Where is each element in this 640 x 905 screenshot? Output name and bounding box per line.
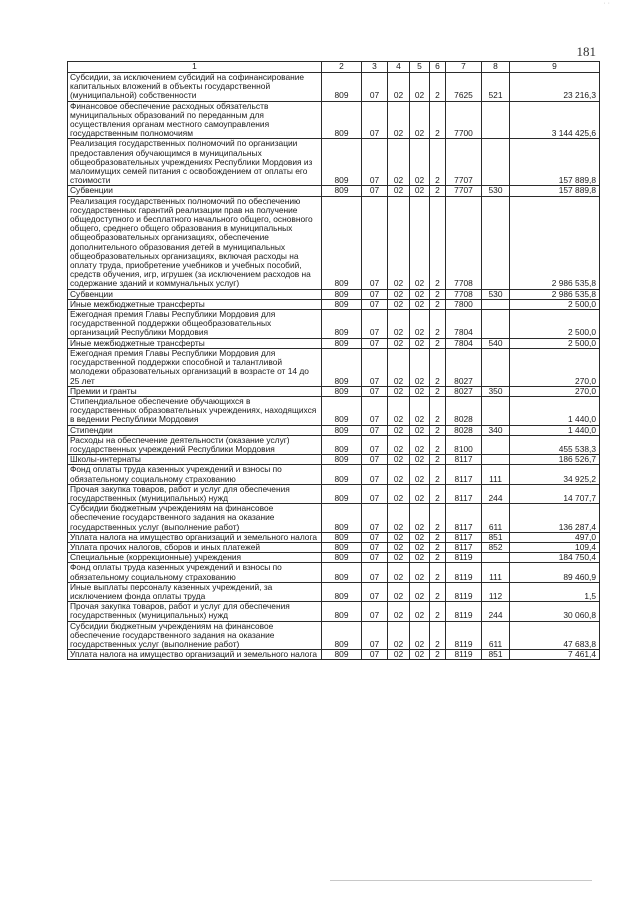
table-row xyxy=(68,196,600,289)
code-target: 8027 xyxy=(446,348,482,386)
header-col-4: 4 xyxy=(388,62,410,73)
row-name: Реализация государственных полномочий по обеспечению государственных гарантий реализации прав на получение общедоступного и бесплатного начального общего, основного общего, среднего общего образования в муниципальных общеобразовательных организациях, обеспечение дополнительного образования детей в муниципальных общеобразовательных организациях, включая расходы на оплату труда, приобретение учебников и учебных пособий, средств обучения, игр, игрушек (за исключением расходов на содержание зданий и коммунальных услуг) xyxy=(68,196,322,289)
header-col-3: 3 xyxy=(362,62,388,73)
row-name: Прочая закупка товаров, работ и услуг для обеспечения государственных (муниципальных) нужд xyxy=(68,602,322,621)
code-target: 8119 xyxy=(446,602,482,621)
code-subsection: 02 xyxy=(388,563,410,582)
row-name: Стипендии xyxy=(68,425,322,435)
table-row xyxy=(68,455,600,465)
code-expense-type: 112 xyxy=(482,582,510,601)
table-row xyxy=(68,289,600,299)
code-subsection: 02 xyxy=(388,196,410,289)
code-subprogram: 2 xyxy=(430,196,446,289)
row-name: Фонд оплаты труда казенных учреждений и взносы по обязательному социальному страхованию xyxy=(68,563,322,582)
code-subsection: 02 xyxy=(388,186,410,196)
table-row xyxy=(68,299,600,309)
code-ministry: 809 xyxy=(322,542,362,552)
code-section: 07 xyxy=(362,186,388,196)
row-name: Расходы на обеспечение деятельности (оказание услуг) государственных учреждений Республики Мордовия xyxy=(68,435,322,454)
code-section: 07 xyxy=(362,386,388,396)
row-amount: 1,5 xyxy=(510,582,600,601)
row-amount: 1 440,0 xyxy=(510,396,600,425)
row-amount: 157 889,8 xyxy=(510,186,600,196)
table-body xyxy=(68,73,600,660)
code-subsection: 02 xyxy=(388,139,410,186)
code-expense-type: 530 xyxy=(482,289,510,299)
code-program: 02 xyxy=(410,504,430,533)
code-ministry: 809 xyxy=(322,532,362,542)
table-row xyxy=(68,553,600,563)
code-expense-type xyxy=(482,196,510,289)
code-ministry: 809 xyxy=(322,310,362,339)
code-section: 07 xyxy=(362,504,388,533)
row-name: Финансовое обеспечение расходных обязательств муниципальных образований по переданным для осуществления органам местного самоуправления государственным полномочиям xyxy=(68,101,322,139)
code-ministry: 809 xyxy=(322,101,362,139)
table-row xyxy=(68,602,600,621)
code-ministry: 809 xyxy=(322,621,362,650)
code-ministry: 809 xyxy=(322,553,362,563)
code-subprogram: 2 xyxy=(430,465,446,484)
row-amount: 2 986 535,8 xyxy=(510,196,600,289)
row-name: Иные выплаты персоналу казенных учреждений, за исключением фонда оплаты труда xyxy=(68,582,322,601)
code-section: 07 xyxy=(362,532,388,542)
row-name: Стипендиальное обеспечение обучающихся в государственных образовательных учреждениях, находящихся в ведении Республики Мордовия xyxy=(68,396,322,425)
row-name: Ежегодная премия Главы Республики Мордовия для государственной поддержки общеобразовательных организаций Республики Мордовия xyxy=(68,310,322,339)
code-program: 02 xyxy=(410,621,430,650)
code-section: 07 xyxy=(362,338,388,348)
code-subprogram: 2 xyxy=(430,621,446,650)
code-section: 07 xyxy=(362,396,388,425)
code-ministry: 809 xyxy=(322,299,362,309)
row-amount: 3 144 425,6 xyxy=(510,101,600,139)
code-subprogram: 2 xyxy=(430,563,446,582)
row-name: Иные межбюджетные трансферты xyxy=(68,299,322,309)
code-subprogram: 2 xyxy=(430,484,446,503)
code-section: 07 xyxy=(362,563,388,582)
code-ministry: 809 xyxy=(322,484,362,503)
table-row xyxy=(68,465,600,484)
table-header xyxy=(68,62,600,73)
code-section: 07 xyxy=(362,650,388,660)
code-expense-type xyxy=(482,348,510,386)
table-row xyxy=(68,650,600,660)
code-target: 8117 xyxy=(446,542,482,552)
code-target: 8117 xyxy=(446,504,482,533)
code-ministry: 809 xyxy=(322,435,362,454)
code-program: 02 xyxy=(410,455,430,465)
code-program: 02 xyxy=(410,396,430,425)
code-expense-type: 851 xyxy=(482,532,510,542)
table-row xyxy=(68,542,600,552)
code-program: 02 xyxy=(410,425,430,435)
code-expense-type xyxy=(482,299,510,309)
code-subsection: 02 xyxy=(388,532,410,542)
row-amount: 186 526,7 xyxy=(510,455,600,465)
code-subsection: 02 xyxy=(388,455,410,465)
table-row xyxy=(68,563,600,582)
table-row xyxy=(68,621,600,650)
code-program: 02 xyxy=(410,650,430,660)
code-subsection: 02 xyxy=(388,310,410,339)
code-expense-type: 350 xyxy=(482,386,510,396)
row-name: Специальные (коррекционные) учреждения xyxy=(68,553,322,563)
code-subprogram: 2 xyxy=(430,310,446,339)
row-name: Уплата прочих налогов, сборов и иных платежей xyxy=(68,542,322,552)
row-name: Уплата налога на имущество организаций и земельного налога xyxy=(68,532,322,542)
row-amount: 2 986 535,8 xyxy=(510,289,600,299)
row-amount: 1 440,0 xyxy=(510,425,600,435)
code-subprogram: 2 xyxy=(430,299,446,309)
row-amount: 89 460,9 xyxy=(510,563,600,582)
code-subprogram: 2 xyxy=(430,582,446,601)
code-subsection: 02 xyxy=(388,582,410,601)
code-subsection: 02 xyxy=(388,650,410,660)
code-subprogram: 2 xyxy=(430,504,446,533)
row-amount: 2 500,0 xyxy=(510,310,600,339)
code-program: 02 xyxy=(410,582,430,601)
code-subprogram: 2 xyxy=(430,186,446,196)
row-amount: 270,0 xyxy=(510,348,600,386)
code-ministry: 809 xyxy=(322,465,362,484)
code-expense-type xyxy=(482,455,510,465)
table-row xyxy=(68,484,600,503)
code-expense-type: 852 xyxy=(482,542,510,552)
code-ministry: 809 xyxy=(322,386,362,396)
code-subsection: 02 xyxy=(388,289,410,299)
table-row xyxy=(68,139,600,186)
code-subprogram: 2 xyxy=(430,650,446,660)
code-subprogram: 2 xyxy=(430,348,446,386)
row-amount: 47 683,8 xyxy=(510,621,600,650)
code-expense-type xyxy=(482,139,510,186)
row-name: Школы-интернаты xyxy=(68,455,322,465)
code-ministry: 809 xyxy=(322,186,362,196)
code-section: 07 xyxy=(362,299,388,309)
code-ministry: 809 xyxy=(322,602,362,621)
code-program: 02 xyxy=(410,186,430,196)
code-subsection: 02 xyxy=(388,465,410,484)
code-program: 02 xyxy=(410,196,430,289)
code-subprogram: 2 xyxy=(430,73,446,102)
code-subsection: 02 xyxy=(388,425,410,435)
code-program: 02 xyxy=(410,348,430,386)
code-target: 8119 xyxy=(446,582,482,601)
code-ministry: 809 xyxy=(322,338,362,348)
code-target: 8117 xyxy=(446,532,482,542)
row-amount: 2 500,0 xyxy=(510,338,600,348)
code-subprogram: 2 xyxy=(430,542,446,552)
row-amount: 2 500,0 xyxy=(510,299,600,309)
code-subprogram: 2 xyxy=(430,101,446,139)
code-ministry: 809 xyxy=(322,504,362,533)
code-expense-type: 530 xyxy=(482,186,510,196)
header-row xyxy=(68,62,600,73)
code-subprogram: 2 xyxy=(430,425,446,435)
code-expense-type: 111 xyxy=(482,563,510,582)
code-program: 02 xyxy=(410,602,430,621)
code-ministry: 809 xyxy=(322,563,362,582)
code-program: 02 xyxy=(410,299,430,309)
code-subprogram: 2 xyxy=(430,289,446,299)
row-name: Субсидии, за исключением субсидий на софинансирование капитальных вложений в объекты государственной (муниципальной) собственности xyxy=(68,73,322,102)
code-ministry: 809 xyxy=(322,396,362,425)
code-expense-type xyxy=(482,396,510,425)
code-section: 07 xyxy=(362,602,388,621)
code-ministry: 809 xyxy=(322,455,362,465)
code-target: 7707 xyxy=(446,186,482,196)
code-program: 02 xyxy=(410,310,430,339)
code-ministry: 809 xyxy=(322,139,362,186)
code-section: 07 xyxy=(362,435,388,454)
code-ministry: 809 xyxy=(322,348,362,386)
row-name: Иные межбюджетные трансферты xyxy=(68,338,322,348)
code-program: 02 xyxy=(410,563,430,582)
code-target: 8119 xyxy=(446,553,482,563)
code-program: 02 xyxy=(410,484,430,503)
code-section: 07 xyxy=(362,542,388,552)
row-amount: 23 216,3 xyxy=(510,73,600,102)
code-subprogram: 2 xyxy=(430,386,446,396)
row-name: Прочая закупка товаров, работ и услуг для обеспечения государственных (муниципальных) нужд xyxy=(68,484,322,503)
code-subprogram: 2 xyxy=(430,532,446,542)
code-section: 07 xyxy=(362,425,388,435)
code-target: 7804 xyxy=(446,310,482,339)
code-expense-type: 611 xyxy=(482,504,510,533)
code-subprogram: 2 xyxy=(430,455,446,465)
code-ministry: 809 xyxy=(322,425,362,435)
code-target: 8117 xyxy=(446,484,482,503)
code-target: 8119 xyxy=(446,563,482,582)
table-row xyxy=(68,101,600,139)
code-subprogram: 2 xyxy=(430,396,446,425)
code-target: 8028 xyxy=(446,396,482,425)
code-subsection: 02 xyxy=(388,348,410,386)
table-row xyxy=(68,386,600,396)
code-ministry: 809 xyxy=(322,582,362,601)
code-ministry: 809 xyxy=(322,650,362,660)
row-amount: 7 461,4 xyxy=(510,650,600,660)
code-target: 8027 xyxy=(446,386,482,396)
code-target: 8117 xyxy=(446,455,482,465)
header-col-9: 9 xyxy=(510,62,600,73)
code-ministry: 809 xyxy=(322,73,362,102)
code-subsection: 02 xyxy=(388,484,410,503)
table-row xyxy=(68,186,600,196)
row-amount: 14 707,7 xyxy=(510,484,600,503)
code-program: 02 xyxy=(410,532,430,542)
row-amount: 30 060,8 xyxy=(510,602,600,621)
code-subprogram: 2 xyxy=(430,139,446,186)
code-program: 02 xyxy=(410,542,430,552)
row-name: Субвенции xyxy=(68,186,322,196)
code-target: 7708 xyxy=(446,196,482,289)
code-expense-type xyxy=(482,435,510,454)
table-row xyxy=(68,338,600,348)
code-program: 02 xyxy=(410,386,430,396)
code-target: 7804 xyxy=(446,338,482,348)
header-col-6: 6 xyxy=(430,62,446,73)
code-subprogram: 2 xyxy=(430,338,446,348)
code-section: 07 xyxy=(362,310,388,339)
code-subsection: 02 xyxy=(388,602,410,621)
code-subsection: 02 xyxy=(388,396,410,425)
code-target: 7625 xyxy=(446,73,482,102)
row-name: Субсидии бюджетным учреждениям на финансовое обеспечение государственного задания на оказание государственных услуг (выполнение работ) xyxy=(68,621,322,650)
row-name: Премии и гранты xyxy=(68,386,322,396)
table-row xyxy=(68,504,600,533)
code-target: 8119 xyxy=(446,621,482,650)
code-expense-type: 540 xyxy=(482,338,510,348)
code-target: 8117 xyxy=(446,465,482,484)
code-program: 02 xyxy=(410,101,430,139)
table-row xyxy=(68,582,600,601)
code-subsection: 02 xyxy=(388,542,410,552)
code-target: 8100 xyxy=(446,435,482,454)
page-number: 181 xyxy=(576,44,596,59)
code-subsection: 02 xyxy=(388,386,410,396)
code-expense-type: 340 xyxy=(482,425,510,435)
header-col-8: 8 xyxy=(482,62,510,73)
code-section: 07 xyxy=(362,553,388,563)
code-subsection: 02 xyxy=(388,504,410,533)
code-section: 07 xyxy=(362,289,388,299)
row-amount: 109,4 xyxy=(510,542,600,552)
bottom-scan-line xyxy=(330,880,592,881)
row-amount: 497,0 xyxy=(510,532,600,542)
code-expense-type: 611 xyxy=(482,621,510,650)
code-subsection: 02 xyxy=(388,435,410,454)
code-expense-type xyxy=(482,553,510,563)
table-row xyxy=(68,73,600,102)
row-name: Реализация государственных полномочий по организации предоставления обучающимся в муниципальных общеобразовательных учреждениях Республики Мордовия из малоимущих семей питания с освобождением от оплаты его стоимости xyxy=(68,139,322,186)
code-subsection: 02 xyxy=(388,299,410,309)
header-col-5: 5 xyxy=(410,62,430,73)
code-program: 02 xyxy=(410,73,430,102)
code-subprogram: 2 xyxy=(430,602,446,621)
row-amount: 136 287,4 xyxy=(510,504,600,533)
code-expense-type xyxy=(482,310,510,339)
code-section: 07 xyxy=(362,484,388,503)
code-section: 07 xyxy=(362,348,388,386)
code-program: 02 xyxy=(410,435,430,454)
table-row xyxy=(68,435,600,454)
code-target: 7707 xyxy=(446,139,482,186)
code-section: 07 xyxy=(362,196,388,289)
code-subsection: 02 xyxy=(388,73,410,102)
code-expense-type: 851 xyxy=(482,650,510,660)
code-expense-type: 244 xyxy=(482,602,510,621)
table-row xyxy=(68,425,600,435)
code-section: 07 xyxy=(362,101,388,139)
code-program: 02 xyxy=(410,139,430,186)
code-expense-type: 244 xyxy=(482,484,510,503)
row-name: Субсидии бюджетным учреждениям на финансовое обеспечение государственного задания на оказание государственных услуг (выполнение работ) xyxy=(68,504,322,533)
header-col-7: 7 xyxy=(446,62,482,73)
table-row xyxy=(68,532,600,542)
code-program: 02 xyxy=(410,289,430,299)
code-subprogram: 2 xyxy=(430,553,446,563)
row-name: Субвенции xyxy=(68,289,322,299)
code-section: 07 xyxy=(362,465,388,484)
code-section: 07 xyxy=(362,73,388,102)
row-amount: 157 889,8 xyxy=(510,139,600,186)
code-section: 07 xyxy=(362,139,388,186)
row-name: Ежегодная премия Главы Республики Мордовия для государственной поддержки способной и талантливой молодежи образовательных организаций в возрасте от 14 до 25 лет xyxy=(68,348,322,386)
code-expense-type: 521 xyxy=(482,73,510,102)
code-target: 7700 xyxy=(446,101,482,139)
row-amount: 455 538,3 xyxy=(510,435,600,454)
table-row xyxy=(68,310,600,339)
row-name: Уплата налога на имущество организаций и земельного налога xyxy=(68,650,322,660)
code-program: 02 xyxy=(410,465,430,484)
code-section: 07 xyxy=(362,582,388,601)
row-name: Фонд оплаты труда казенных учреждений и взносы по обязательному социальному страхованию xyxy=(68,465,322,484)
budget-table xyxy=(67,61,600,660)
header-col-2: 2 xyxy=(322,62,362,73)
code-subsection: 02 xyxy=(388,101,410,139)
header-col-1: 1 xyxy=(68,62,322,73)
row-amount: 270,0 xyxy=(510,386,600,396)
code-target: 7708 xyxy=(446,289,482,299)
code-target: 8028 xyxy=(446,425,482,435)
code-subprogram: 2 xyxy=(430,435,446,454)
code-program: 02 xyxy=(410,553,430,563)
code-expense-type: 111 xyxy=(482,465,510,484)
code-subsection: 02 xyxy=(388,338,410,348)
scan-corner-mark: · · xyxy=(603,0,610,7)
code-target: 8119 xyxy=(446,650,482,660)
code-ministry: 809 xyxy=(322,289,362,299)
table-row xyxy=(68,348,600,386)
code-ministry: 809 xyxy=(322,196,362,289)
row-amount: 34 925,2 xyxy=(510,465,600,484)
code-section: 07 xyxy=(362,621,388,650)
table-row xyxy=(68,396,600,425)
code-program: 02 xyxy=(410,338,430,348)
code-subsection: 02 xyxy=(388,621,410,650)
code-expense-type xyxy=(482,101,510,139)
code-target: 7800 xyxy=(446,299,482,309)
code-subsection: 02 xyxy=(388,553,410,563)
row-amount: 184 750,4 xyxy=(510,553,600,563)
code-section: 07 xyxy=(362,455,388,465)
